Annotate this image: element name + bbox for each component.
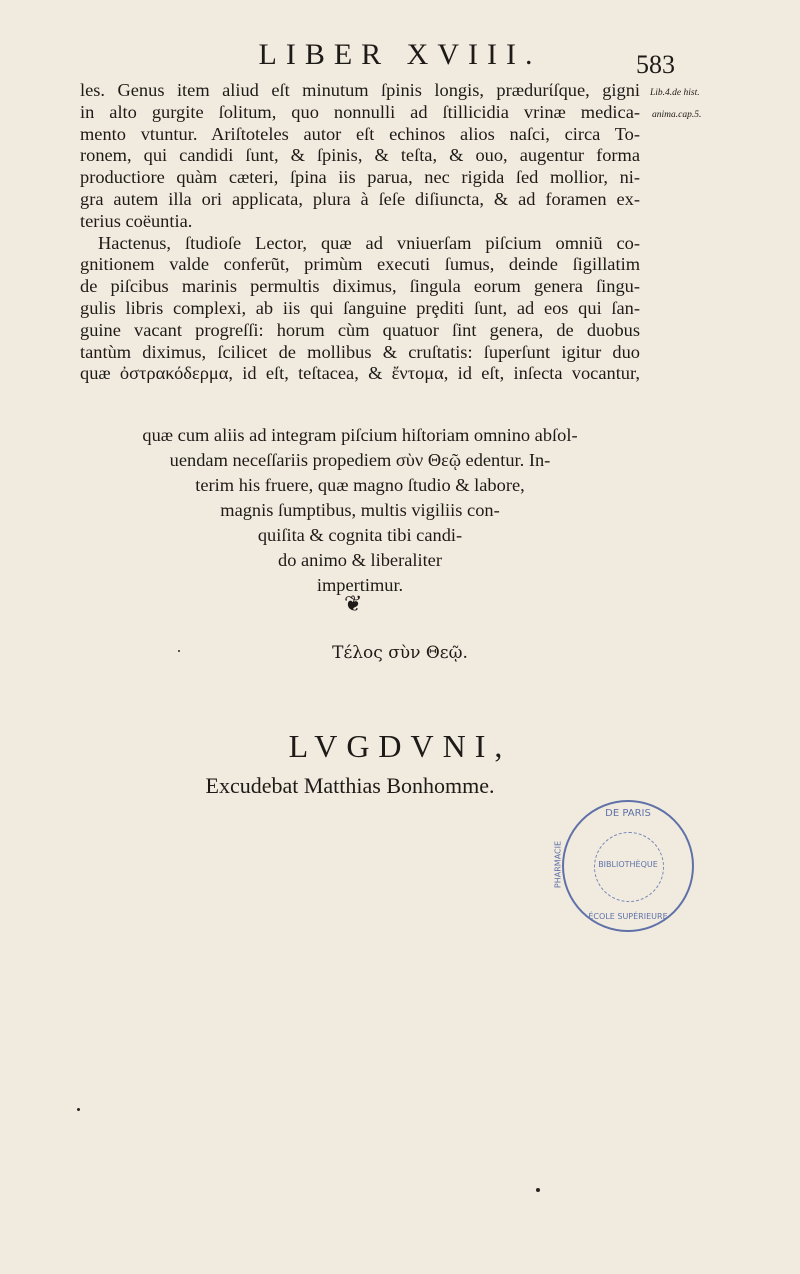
text-line: de piſcibus marinis permultis diximus, ſingula eorum genera ſingu- [80,276,640,297]
text-line-indented: Hactenus, ſtudioſe Lector, quæ ad vniuerſam piſcium omniũ co- [98,232,640,253]
colophon-city: LVGDVNI, [288,728,512,764]
text-line: guine vacant progreſſi: horum cùm quatuor ſint genera, de duobus [80,319,640,340]
taper-line: quiſita & cognita tibi candi- [257,525,463,545]
text-line: tantùm diximus, ſcilicet de mollibus & cruſtatis: ſuperſunt igitur duo [80,341,640,362]
taper-line: magnis ſumptibus, multis vigiliis con- [220,500,500,520]
fleuron-icon: ❦ [344,592,363,617]
text-line: gulis libris complexi, ab iis qui ſanguine prȩditi ſunt, ad eos qui ſan- [80,297,640,318]
telos-line: Τέλος σὺν Θεῷ. [332,643,468,663]
text-line: gnitionem valde conferũt, primùm executi ſumus, deinde ſigillatim [80,254,640,275]
stamp-text-bottom: ÉCOLE SUPÉRIEURE [588,912,668,921]
library-stamp [553,800,694,932]
margin-note-1: Lib.4.de hist. [650,88,700,98]
body-text [80,80,640,385]
text-line: gra autem illa ori applicata, plura à ſeſe diſiuncta, & ad foramen ex- [80,188,640,209]
taper-line: terim his fruere, quæ magno ſtudio & labore, [195,475,525,495]
stamp-text-center: BIBLIOTHÈQUE [598,860,658,869]
ink-speck [536,1188,540,1192]
colophon-printer: Excudebat Matthias Bonhomme. [205,773,495,798]
taper-line: quæ cum aliis ad integram piſcium hiſtoriam omnino abſol- [142,425,578,445]
running-head: LIBER XVIII. [258,38,542,71]
text-line: mento vtuntur. Ariſtoteles autor eſt echinos alios naſci, circa To- [80,123,640,144]
stamp-text-top: DE PARIS [605,808,651,819]
text-line: productiore quàm cæteri, ſpina iis parua, nec rigida ſed mollior, ni- [80,167,640,188]
text-line: ronem, qui candidi ſunt, & ſpinis, & teſta, & ouo, augentur forma [80,145,640,166]
margin-note-2: anima.cap.5. [652,110,702,120]
text-line: les. Genus item aliud eſt minutum ſpinis longis, prædurίſque, gigni [80,80,640,100]
text-line: in alto gurgite ſolitum, quo nonnulli ad ſtillicidia vrinæ medica- [80,101,640,122]
taper-line: uendam neceſſariis propediem σὺν Θεῷ edentur. In- [169,450,551,470]
stamp-text-left: PHARMACIE [553,840,563,889]
ink-speck [178,650,180,652]
page-number: 583 [636,50,675,79]
taper-line: impertimur. [316,575,404,595]
ink-speck [77,1108,80,1111]
text-line: terius coëuntia. [80,210,193,231]
taper-line: do animo & liberaliter [278,550,442,570]
text-line: quæ ὀστρακόδερμα, id eſt, teſtacea, & ἔντομα, id eſt, inſecta vocantur, [80,363,640,384]
